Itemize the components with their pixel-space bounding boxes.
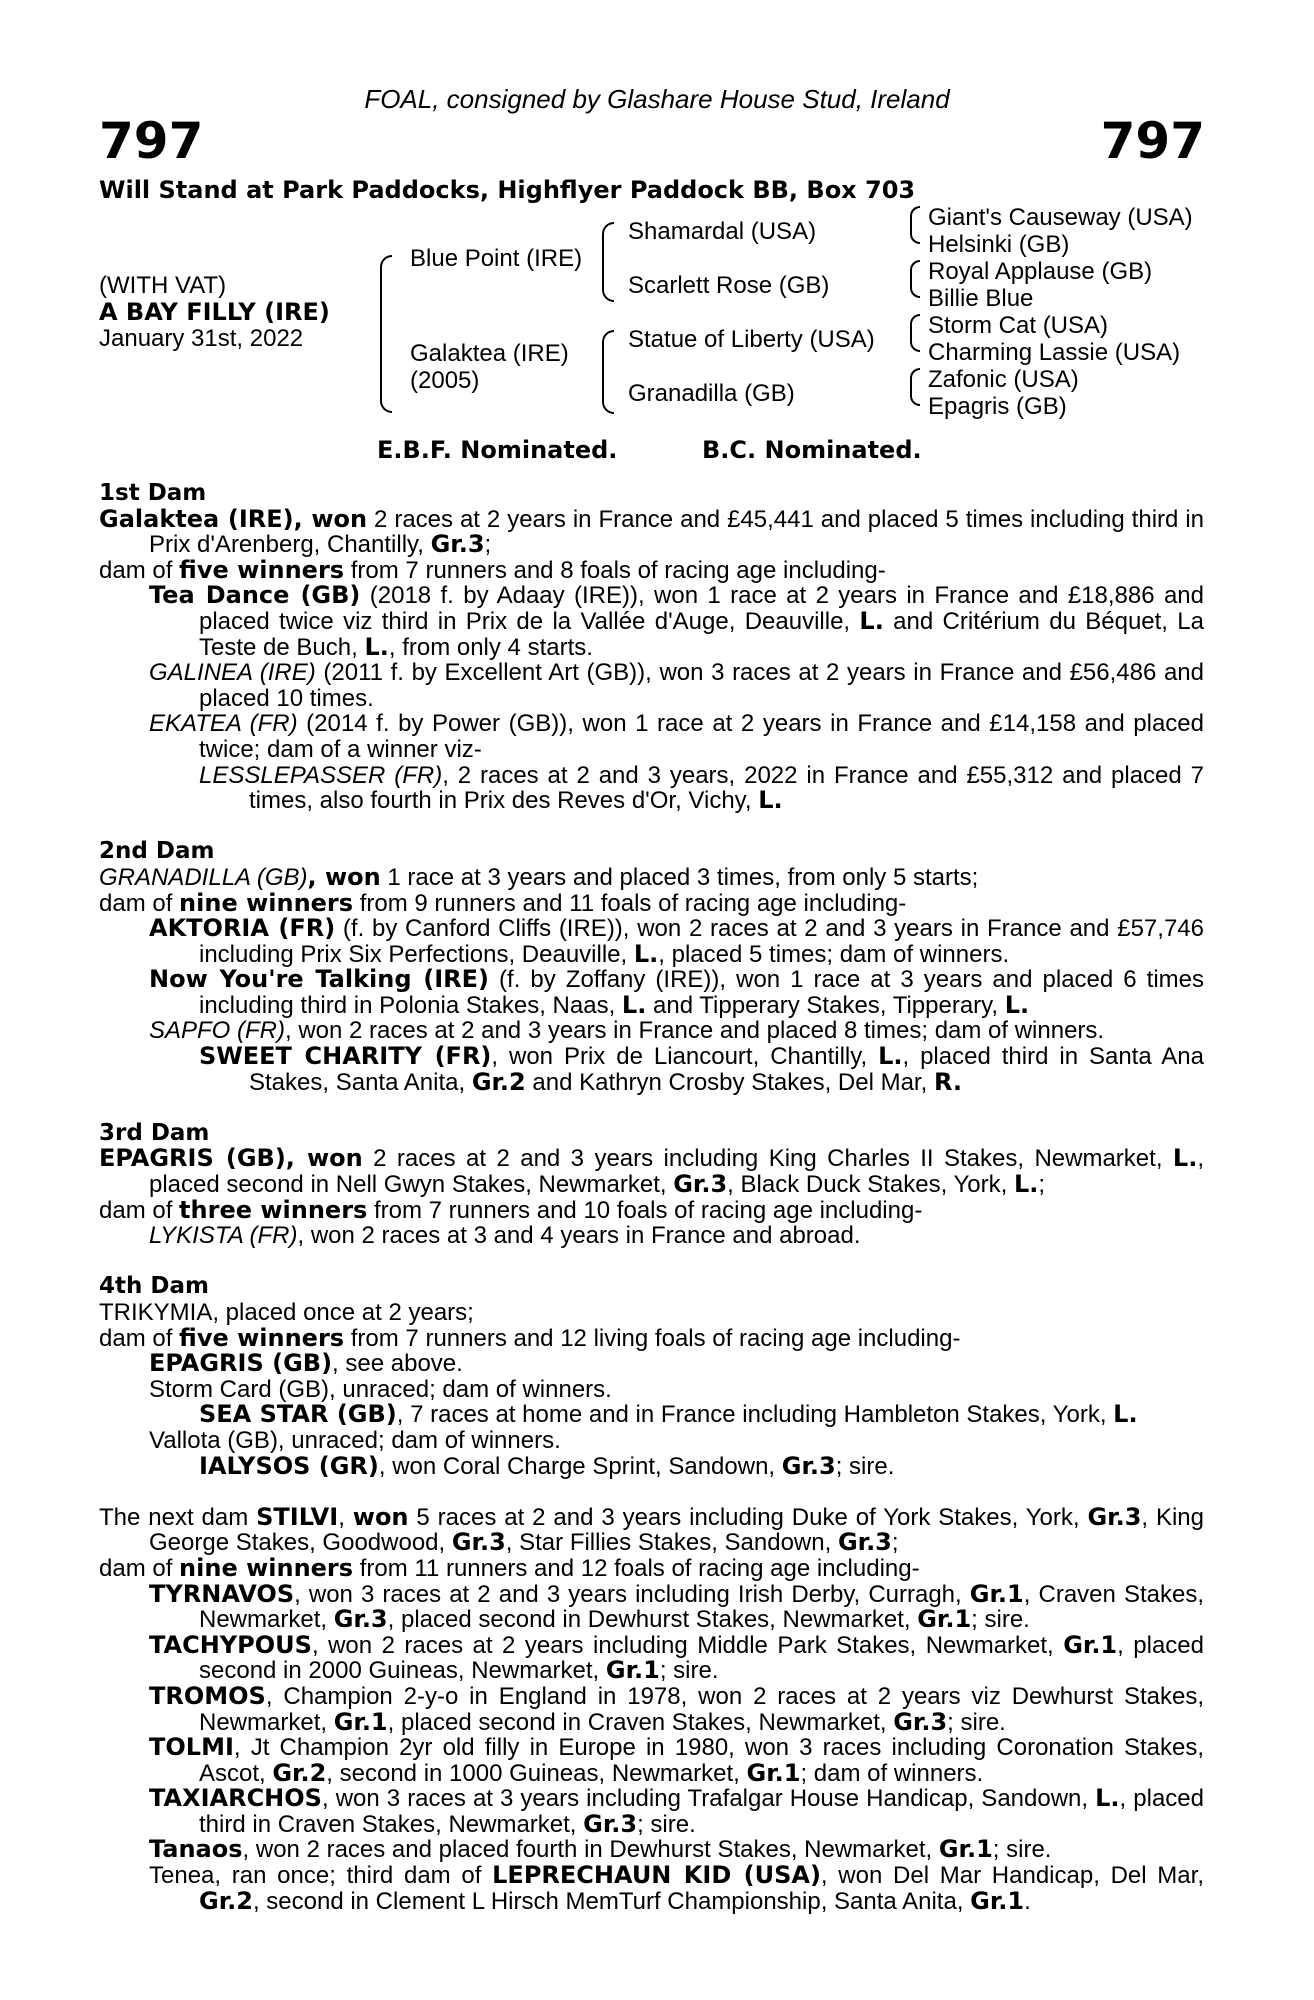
entry-text: , 2 races at 2 and 3 years, 2022 in France and £55,312 and placed 7 times, also fourth in Prix des Reves d'Or, Vichy, [249, 761, 1204, 815]
dam-dam: Granadilla (GB) [628, 380, 795, 407]
entry-text: , won 3 races at 2 and 3 years including Irish Derby, Curragh, [294, 1580, 970, 1608]
entry-text: TOLMI [149, 1733, 234, 1762]
entry-text: (f. by Canford Cliffs (IRE)), won 2 races at 2 and 3 years in France and £57,746 including Prix Six Perfections, Deauville, [199, 915, 1204, 968]
entry-text: L. [878, 1042, 903, 1071]
entry-text: from 7 runners and 8 foals of racing age including- [344, 556, 886, 584]
produce-entry [99, 1735, 1204, 1786]
ss-sire: Giant's Causeway (USA) [928, 204, 1193, 231]
entry-text: ; sire. [835, 1452, 895, 1480]
produce-entry [99, 504, 1204, 559]
entry-text: L. [621, 990, 647, 1019]
entry-text: , see above. [332, 1350, 463, 1378]
entry-text: TYRNAVOS [149, 1579, 295, 1608]
produce-entry [99, 555, 1204, 584]
pedigree-brace-main [380, 255, 392, 413]
entry-text: , won [307, 862, 381, 891]
entry-text: three winners [179, 1195, 368, 1224]
entry-text: and Tipperary Stakes, Tipperary, [646, 991, 1005, 1019]
entry-text: L. [1113, 1400, 1138, 1429]
entry-text: nine winners [179, 1553, 354, 1582]
foaling-date: January 31st, 2022 [99, 325, 304, 352]
entry-text: Gr.3 [1087, 1502, 1142, 1531]
produce-entry [99, 1837, 1204, 1863]
ebf-nomination: E.B.F. Nominated. [377, 436, 618, 464]
entry-text: nine winners [179, 888, 354, 917]
produce-entry [99, 1018, 1204, 1044]
entry-text: , won 2 races at 3 and 4 years in France and abroad. [297, 1222, 861, 1250]
produce-entry [99, 711, 1204, 762]
produce-entry [99, 916, 1204, 967]
entry-text: , placed third in Craven Stakes, Newmarket, [199, 1785, 1204, 1838]
lot-number-right: 797 [1100, 112, 1205, 170]
entry-text: IALYSOS (GR) [199, 1451, 379, 1480]
vat-note: (WITH VAT) [99, 272, 227, 299]
entry-text: ; sire. [659, 1657, 719, 1685]
entry-text: Gr.3 [837, 1528, 892, 1557]
entry-text: , Black Duck Stakes, York, [727, 1171, 1014, 1199]
produce-entry [99, 888, 1204, 917]
entry-text: LESSLEPASSER (FR) [199, 761, 443, 789]
entry-text: 2 races at 2 and 3 years including King Charles II Stakes, Newmarket, [362, 1145, 1173, 1173]
produce-entry [99, 1681, 1204, 1736]
entry-text: from 9 runners and 11 foals of racing age including- [353, 889, 907, 917]
entry-text: L. [758, 786, 783, 815]
entry-text: , King George Stakes, Goodwood, [149, 1503, 1205, 1557]
consignor-header: FOAL, consigned by Glashare House Stud, Ireland [364, 84, 950, 114]
entry-text: ; [1038, 1171, 1046, 1199]
produce-entry [99, 583, 1204, 660]
entry-text: Gr.3 [451, 1528, 506, 1557]
lot-number-left: 797 [99, 112, 204, 170]
dd-dam: Epagris (GB) [928, 393, 1067, 420]
produce-entry [99, 1402, 1204, 1428]
entry-text: Gr.3 [430, 530, 485, 559]
produce-entry [99, 1323, 1204, 1352]
entry-text: , placed second in 2000 Guineas, Newmarket, [199, 1631, 1204, 1685]
entry-text: 5 races at 2 and 3 years including Duke of York Stakes, York, [408, 1503, 1088, 1531]
produce-entry [99, 763, 1204, 814]
sire: Blue Point (IRE) [410, 245, 583, 272]
sd-sire: Royal Applause (GB) [928, 258, 1153, 285]
dam-sire: Statue of Liberty (USA) [628, 326, 875, 353]
entry-text: , won Prix de Liancourt, Chantilly, [491, 1043, 879, 1071]
entry-text: , placed second in Craven Stakes, Newmarket, [387, 1708, 894, 1736]
entry-text: The next dam [99, 1503, 257, 1531]
entry-text: , Craven Stakes, Newmarket, [199, 1580, 1204, 1634]
produce-entry [99, 1630, 1204, 1685]
produce-entry [99, 862, 1204, 891]
produce-entry [99, 1553, 1204, 1582]
entry-text: Gr.3 [893, 1707, 948, 1736]
entry-text: Gr.1 [969, 1579, 1024, 1608]
entry-text: L. [1004, 990, 1030, 1019]
entry-text: , from only 4 starts. [388, 633, 593, 661]
entry-text: Gr.2 [471, 1067, 526, 1096]
produce-entry [99, 1428, 1204, 1454]
produce-entry [99, 1863, 1204, 1914]
sd-dam: Billie Blue [928, 285, 1034, 312]
section-heading: 1st Dam [99, 480, 207, 506]
entry-text: ; [484, 531, 492, 559]
entry-text: L. [633, 939, 659, 968]
entry-text: (2018 f. by Adaay (IRE)), won 1 race at 2 years in France and £18,886 and placed twice viz third in Prix de la Vallée d'Auge, Deauville, [199, 582, 1204, 635]
entry-text: . [1024, 1887, 1031, 1915]
entry-text: won [352, 1502, 409, 1531]
entry-text: Gr.3 [781, 1451, 836, 1480]
entry-text: EKATEA (FR) [149, 710, 298, 738]
entry-text: Gr.1 [970, 1886, 1025, 1915]
entry-text: Gr.3 [673, 1170, 728, 1199]
entry-text: dam of [99, 556, 180, 584]
entry-text: TACHYPOUS [149, 1630, 312, 1659]
dam-section [99, 481, 1204, 814]
entry-text: , won 3 races at 3 years including Trafalgar House Handicap, Sandown, [321, 1785, 1096, 1813]
entry-text: LEPRECHAUN KID (USA) [492, 1861, 821, 1890]
catalogue-body [99, 481, 1204, 1914]
entry-text: Tenea, ran once; third dam of [149, 1862, 493, 1890]
entry-text: (f. by Zoffany (IRE)), won 1 race at 3 years and placed 6 times including third in Polonia Stakes, Naas, [199, 966, 1204, 1019]
dam-year: (2005) [410, 367, 480, 394]
entry-text: (2014 f. by Power (GB)), won 1 race at 2 years in France and £14,158 and placed twice; dam of a winner viz- [199, 710, 1204, 763]
produce-entry [99, 1223, 1204, 1249]
entry-text: ; [891, 1529, 899, 1557]
produce-entry [99, 1300, 1204, 1326]
produce-entry [99, 1351, 1204, 1377]
entry-text: Gr.1 [1063, 1630, 1118, 1659]
produce-entry [99, 1377, 1204, 1403]
entry-text: from 11 runners and 12 foals of racing age including- [353, 1554, 920, 1582]
brace-ds [910, 314, 920, 352]
entry-text: , Champion 2-y-o in England in 1978, won 2 races at 2 years viz Dewhurst Stakes, Newmarket, [199, 1682, 1204, 1736]
entry-text: from 7 runners and 10 foals of racing age including- [367, 1196, 923, 1224]
bc-nomination: B.C. Nominated. [702, 436, 922, 464]
ss-dam: Helsinki (GB) [928, 231, 1070, 258]
entry-text: , won Coral Charge Sprint, Sandown, [378, 1452, 782, 1480]
pedigree-brace-dam [602, 330, 614, 414]
dd-sire: Zafonic (USA) [928, 366, 1079, 393]
dam-section [99, 1274, 1204, 1479]
entry-text: Gr.3 [583, 1809, 638, 1838]
entry-text: , placed 5 times; dam of winners. [658, 940, 1010, 968]
entry-text: five winners [179, 1323, 345, 1352]
horse-name: A BAY FILLY (IRE) [99, 298, 330, 326]
entry-text: Vallota (GB), unraced; dam of winners. [149, 1426, 561, 1454]
ds-sire: Storm Cat (USA) [928, 312, 1109, 339]
entry-text: , won 2 races and placed fourth in Dewhurst Stakes, Newmarket, [242, 1836, 939, 1864]
entry-text: Tanaos [149, 1835, 243, 1864]
entry-text: , placed second in Nell Gwyn Stakes, Newmarket, [149, 1145, 1204, 1199]
entry-text: (2011 f. by Excellent Art (GB)), won 3 races at 2 years in France and £56,486 and placed 10 times. [199, 659, 1204, 712]
entry-text: ; sire. [992, 1836, 1052, 1864]
stand-location: Will Stand at Park Paddocks, Highflyer Paddock BB, Box 703 [99, 176, 916, 204]
entry-text: ; dam of winners. [800, 1759, 984, 1787]
entry-text: Gr.1 [938, 1835, 993, 1864]
section-heading: 2nd Dam [99, 838, 215, 865]
brace-dd [910, 368, 920, 406]
entry-text: TRIKYMIA, placed once at 2 years; [99, 1299, 474, 1326]
entry-text: , 7 races at home and in France including Hambleton Stakes, York, [396, 1401, 1114, 1429]
entry-text: TAXIARCHOS [149, 1784, 322, 1813]
section-heading: 3rd Dam [99, 1119, 210, 1146]
brace-ss [910, 206, 920, 244]
entry-text: TROMOS [149, 1681, 266, 1710]
entry-text: L. [1013, 1170, 1039, 1199]
entry-text: dam of [99, 1324, 180, 1352]
produce-entry [99, 1502, 1205, 1557]
entry-text: dam of [99, 1554, 180, 1582]
entry-text: , Jt Champion 2yr old filly in Europe in 1980, won 3 races including Coronation Stakes, Ascot, [199, 1734, 1204, 1787]
produce-entry [99, 1579, 1204, 1634]
entry-text: Gr.1 [917, 1605, 972, 1634]
section-heading: 4th Dam [99, 1273, 209, 1300]
entry-text: , Star Fillies Stakes, Sandown, [505, 1529, 838, 1557]
entry-text: STILVI [256, 1502, 339, 1531]
dam-section [99, 1502, 1205, 1915]
entry-text: R. [933, 1067, 962, 1096]
entry-text: , placed third in Santa Ana Stakes, Santa Anita, [249, 1043, 1205, 1096]
entry-text: LYKISTA (FR) [149, 1222, 298, 1250]
entry-text: L. [364, 632, 389, 661]
brace-sd [910, 260, 920, 298]
entry-text: , [338, 1503, 353, 1531]
entry-text: L. [1172, 1144, 1198, 1173]
entry-text: , won 2 races at 2 years including Middle Park Stakes, Newmarket, [311, 1631, 1064, 1659]
entry-text: EPAGRIS (GB) [149, 1349, 333, 1378]
entry-text: Gr.1 [605, 1656, 660, 1685]
entry-text: ; sire. [947, 1708, 1006, 1736]
sire-sire: Shamardal (USA) [628, 218, 817, 245]
entry-text: dam of [99, 1196, 180, 1224]
dam-section [99, 839, 1204, 1095]
entry-text: Gr.1 [746, 1758, 801, 1787]
dam-section [99, 1121, 1204, 1249]
entry-text: AKTORIA (FR) [149, 914, 336, 943]
produce-entry [99, 1786, 1204, 1837]
entry-text: Storm Card (GB), unraced; dam of winners. [149, 1375, 612, 1403]
entry-text: ; sire. [637, 1810, 696, 1838]
dam: Galaktea (IRE) [410, 340, 569, 367]
entry-text: 2 races at 2 years in France and £45,441 and placed 5 times including third in Prix d'Arenberg, Chantilly, [149, 505, 1204, 559]
sire-dam: Scarlett Rose (GB) [628, 272, 830, 299]
produce-entry [99, 1044, 1204, 1095]
entry-text: GALINEA (IRE) [149, 659, 316, 687]
entry-text: Galaktea (IRE), won [99, 504, 368, 533]
ds-dam: Charming Lassie (USA) [928, 339, 1181, 366]
entry-text: , placed second in Dewhurst Stakes, Newmarket, [387, 1606, 918, 1634]
entry-text: SAPFO (FR) [149, 1017, 285, 1045]
entry-text: Gr.2 [272, 1758, 327, 1787]
entry-text: SWEET CHARITY (FR) [199, 1042, 492, 1071]
entry-text: Tea Dance (GB) [149, 581, 361, 610]
pedigree-brace-sire [602, 222, 614, 302]
entry-text: GRANADILLA (GB) [99, 863, 308, 891]
produce-entry [99, 1195, 1204, 1224]
produce-entry [99, 967, 1204, 1018]
entry-text: from 7 runners and 12 living foals of racing age including- [344, 1324, 961, 1352]
entry-text: and Critérium du Béquet, La Teste de Buch, [199, 607, 1205, 661]
entry-text: , won 2 races at 2 and 3 years in France and placed 8 times; dam of winners. [285, 1017, 1105, 1045]
entry-text: Gr.3 [333, 1605, 388, 1634]
entry-text: 1 race at 3 years and placed 3 times, from only 5 starts; [380, 863, 979, 891]
entry-text: EPAGRIS (GB), won [99, 1144, 363, 1173]
entry-text: five winners [179, 555, 345, 584]
produce-entry [99, 660, 1204, 711]
entry-text: L. [859, 606, 884, 635]
entry-text: ; sire. [971, 1606, 1030, 1634]
entry-text: Gr.2 [199, 1886, 253, 1915]
entry-text: L. [1095, 1784, 1120, 1813]
entry-text: Now You're Talking (IRE) [149, 965, 490, 994]
entry-text: dam of [99, 889, 180, 917]
entry-text: SEA STAR (GB) [199, 1400, 397, 1429]
produce-entry [99, 1146, 1204, 1197]
entry-text: and Kathryn Crosby Stakes, Del Mar, [525, 1068, 934, 1096]
entry-text: Gr.1 [333, 1707, 388, 1736]
produce-entry [99, 1451, 1204, 1480]
entry-text: , second in Clement L Hirsch MemTurf Championship, Santa Anita, [252, 1887, 971, 1915]
entry-text: , won Del Mar Handicap, Del Mar, [820, 1862, 1204, 1890]
entry-text: , second in 1000 Guineas, Newmarket, [326, 1759, 747, 1787]
